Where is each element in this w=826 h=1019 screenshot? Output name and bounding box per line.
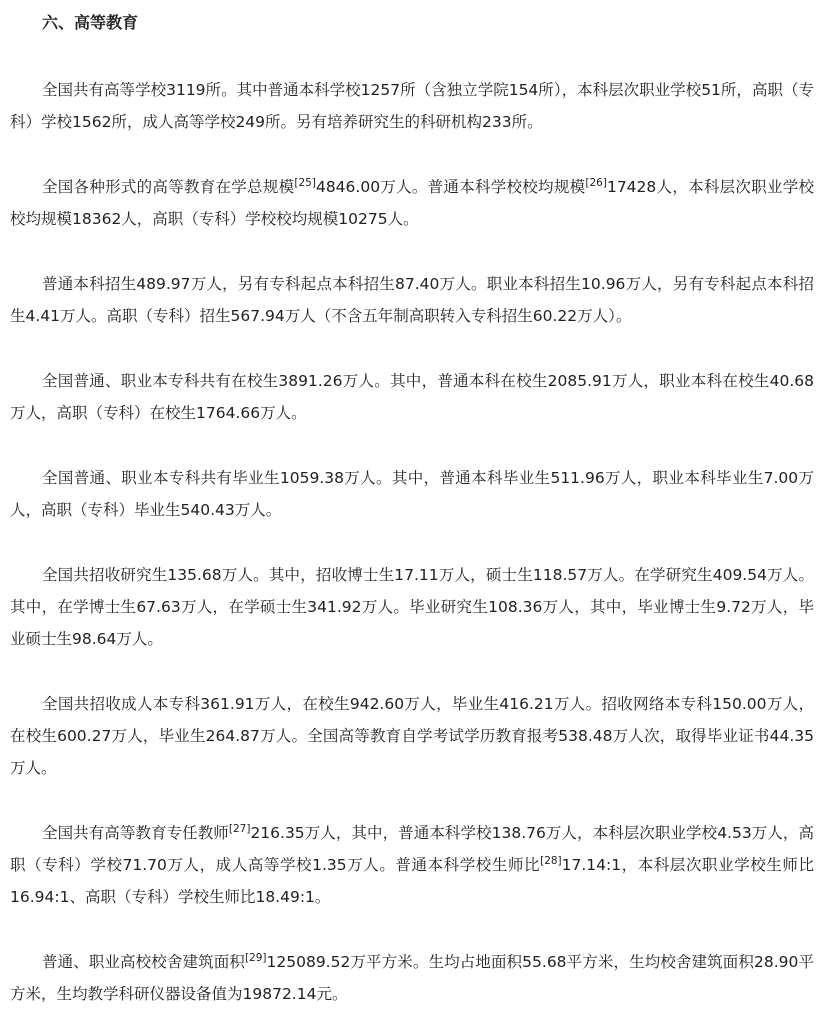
paragraph-postgraduates: 全国共招收研究生135.68万人。其中，招收博士生17.11万人，硕士生118.57万人。在学研究生409.54万人。其中，在学博士生67.63万人，在学硕士生341.92万人。毕业研究生108.36万人，其中，毕业博士生9.72万人，毕业硕士生98.64万人。 <box>10 566 814 648</box>
paragraph-teachers <box>10 817 814 913</box>
paragraph-enrollment-scale <box>10 171 814 235</box>
footnote-ref-29[interactable]: [29] <box>244 952 267 964</box>
paragraph-students-enrolled: 全国普通、职业本专科共有在校生3891.26万人。其中，普通本科在校生2085.91万人，职业本科在校生40.68万人，高职（专科）在校生1764.66万人。 <box>10 372 814 422</box>
footnote-ref-28[interactable]: [28] <box>540 855 562 867</box>
text-segment: 17428人，本科层次职业学校校均规模18362人，高职（专科）学校校均规模10275人。 <box>10 178 814 228</box>
section-heading: 六、高等教育 <box>42 13 139 32</box>
text-segment: 4846.00万人。普通本科学校校均规模 <box>315 178 586 196</box>
footnote-ref-27[interactable]: [27] <box>228 823 251 835</box>
text-segment: 17.14:1，本科层次职业学校生师比16.94:1、高职（专科）学校生师比18.49:1。 <box>10 856 814 906</box>
paragraph-institutions: 全国共有高等学校3119所。其中普通本科学校1257所（含独立学院154所），本科层次职业学校51所，高职（专科）学校1562所，成人高等学校249所。另有培养研究生的科研机构233所。 <box>10 81 814 131</box>
paragraph-admissions: 普通本科招生489.97万人，另有专科起点本科招生87.40万人。职业本科招生10.96万人，另有专科起点本科招生4.41万人。高职（专科）招生567.94万人（不含五年制高职转入专科招生60.22万人）。 <box>10 275 814 325</box>
text-segment: 普通、职业高校校舍建筑面积 <box>42 953 245 971</box>
paragraph-facilities <box>10 946 814 1010</box>
text-segment: 全国共有高等教育专任教师 <box>42 824 229 842</box>
text-segment: 全国各种形式的高等教育在学总规模 <box>42 178 295 196</box>
text-segment: 125089.52万平方米。生均占地面积55.68平方米，生均校舍建筑面积28.90平方米，生均教学科研仪器设备值为19872.14元。 <box>10 953 814 1003</box>
paragraph-graduates: 全国普通、职业本专科共有毕业生1059.38万人。其中，普通本科毕业生511.96万人，职业本科毕业生7.00万人，高职（专科）毕业生540.43万人。 <box>10 469 814 519</box>
footnote-ref-26[interactable]: [26] <box>585 177 607 189</box>
footnote-ref-25[interactable]: [25] <box>294 177 316 189</box>
text-segment: 216.35万人，其中，普通本科学校138.76万人，本科层次职业学校4.53万人，高职（专科）学校71.70万人，成人高等学校1.35万人。普通本科学校生师比 <box>10 824 814 874</box>
paragraph-adult-education: 全国共招收成人本专科361.91万人，在校生942.60万人，毕业生416.21万人。招收网络本专科150.00万人，在校生600.27万人，毕业生264.87万人。全国高等教育自学考试学历教育报考538.48万人次，取得毕业证书44.35万人。 <box>10 695 814 777</box>
